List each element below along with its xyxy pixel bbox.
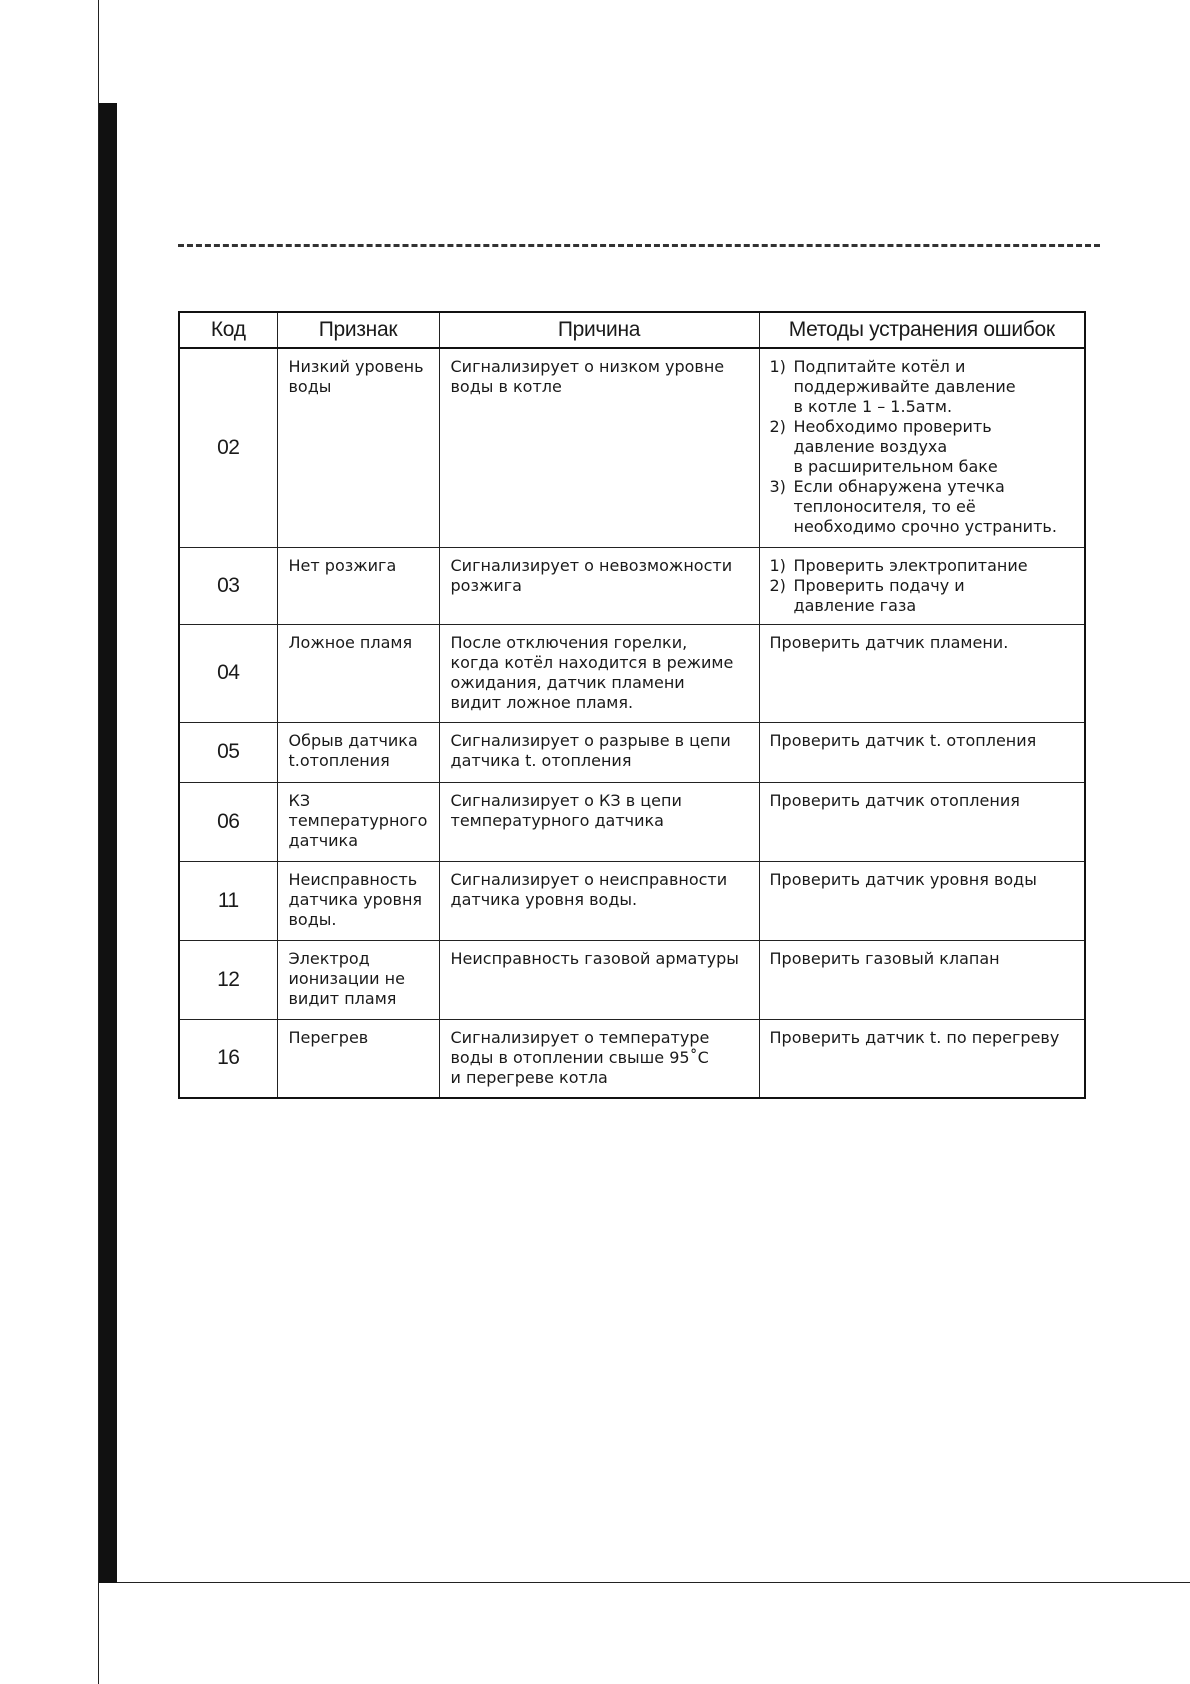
fix-cell [759, 861, 1085, 940]
fix-step-number: 3) [769, 477, 786, 496]
cause-text-line: температурного датчика [450, 810, 664, 830]
fix-step-number: 1) [769, 357, 786, 376]
fix-step-number: 2) [769, 417, 786, 436]
symptom-text-line: t.отопления [288, 750, 390, 770]
symptom-cell [277, 1019, 439, 1098]
fix-text-line: необходимо срочно устранить. [793, 517, 1057, 536]
cause-text-line: ожидания, датчик пламени [450, 672, 685, 692]
symptom-text-line: Обрыв датчика [288, 730, 418, 750]
fix-step-line [770, 417, 1079, 437]
cause-text-line: и перегреве котла [450, 1067, 608, 1087]
fix-step-line [770, 477, 1079, 497]
cause-text-line: розжига [450, 575, 522, 595]
symptom-text-line: датчика уровня [288, 889, 423, 909]
fix-step-number: 2) [769, 575, 786, 595]
cause-text-line: датчика уровня воды. [450, 889, 638, 909]
error-code: 16 [179, 1019, 277, 1098]
fix-text-line: Проверить датчик отопления [769, 790, 1020, 810]
cause-text-line: датчика t. отопления [450, 750, 632, 770]
table-row [179, 1019, 1085, 1098]
error-code: 12 [179, 940, 277, 1019]
fix-text-line: давление воздуха [793, 437, 948, 456]
cause-cell [439, 861, 759, 940]
cause-text-line: Сигнализирует о неисправности [450, 869, 728, 889]
fix-step-line [770, 576, 1079, 596]
cause-text-line: видит ложное пламя. [450, 692, 634, 712]
fix-cell [759, 940, 1085, 1019]
cause-text-line: Сигнализирует о температуре [450, 1027, 710, 1047]
table-row [179, 722, 1085, 782]
symptom-text-line: температурного [288, 810, 428, 830]
fix-step-text: Подпитайте котёл и [793, 357, 966, 376]
error-codes-table [178, 311, 1086, 1099]
symptom-text-line: воды [288, 377, 332, 396]
fix-step-text: Проверить подачу и [793, 575, 965, 595]
fix-cell [759, 782, 1085, 861]
symptom-text-line: датчика [288, 830, 359, 850]
table-row [179, 348, 1085, 547]
cause-text-line: Сигнализирует о КЗ в цепи [450, 790, 682, 810]
cause-cell [439, 547, 759, 624]
symptom-cell [277, 940, 439, 1019]
cause-cell [439, 1019, 759, 1098]
error-code: 06 [179, 782, 277, 861]
cause-cell [439, 940, 759, 1019]
fix-text-line: давление газа [793, 595, 917, 615]
header-fix: Методы устранения ошибок [759, 312, 1085, 348]
symptom-cell [277, 861, 439, 940]
symptom-text-line: Ложное пламя [288, 632, 413, 652]
fix-text-line: Проверить газовый клапан [769, 948, 1000, 968]
error-codes-table-container [178, 311, 1084, 1099]
cause-text-line: воды в отоплении свыше 95˚С [450, 1047, 709, 1067]
error-code: 02 [179, 348, 277, 547]
cause-cell [439, 782, 759, 861]
bottom-rule [117, 1582, 1190, 1583]
symptom-text-line: Электрод [288, 948, 370, 968]
table-row [179, 624, 1085, 722]
fix-text-line: поддерживайте давление [793, 377, 1016, 396]
fix-step-number: 1) [769, 555, 786, 575]
dashed-separator [178, 244, 1100, 247]
fix-step-text: Необходимо проверить [793, 417, 992, 436]
fix-text-line: Проверить датчик t. по перегреву [769, 1027, 1060, 1047]
symptom-text-line: Неисправность [288, 869, 418, 889]
table-header-row [179, 312, 1085, 348]
fix-text-line: в расширительном баке [793, 457, 998, 476]
cause-text-line: воды в котле [450, 377, 562, 396]
symptom-cell [277, 624, 439, 722]
error-code: 04 [179, 624, 277, 722]
fix-cell [759, 624, 1085, 722]
cause-text-line: Сигнализирует о низком уровне [450, 357, 725, 376]
symptom-cell [277, 722, 439, 782]
symptom-cell [277, 547, 439, 624]
cause-cell [439, 624, 759, 722]
error-code: 03 [179, 547, 277, 624]
fix-cell [759, 547, 1085, 624]
cause-cell [439, 348, 759, 547]
cause-text-line: Неисправность газовой арматуры [450, 948, 739, 968]
symptom-text-line: видит пламя [288, 988, 397, 1008]
symptom-text-line: Низкий уровень [288, 357, 424, 376]
table-row [179, 547, 1085, 624]
fix-step-text: Проверить электропитание [793, 555, 1028, 575]
cause-text-line: Сигнализирует о невозможности [450, 555, 733, 575]
table-row [179, 782, 1085, 861]
cause-text-line: когда котёл находится в режиме [450, 652, 734, 672]
fix-step-line [770, 357, 1079, 377]
table-row [179, 940, 1085, 1019]
symptom-text-line: воды. [288, 909, 337, 929]
symptom-text-line: КЗ [288, 790, 311, 810]
fix-cell [759, 722, 1085, 782]
header-code: Код [179, 312, 277, 348]
table-row [179, 861, 1085, 940]
left-binding-bar [99, 103, 117, 1583]
table-body [179, 348, 1085, 1098]
fix-step-line [770, 556, 1079, 576]
fix-step-text: Если обнаружена утечка [793, 477, 1005, 496]
error-code: 11 [179, 861, 277, 940]
symptom-text-line: Перегрев [288, 1027, 369, 1047]
fix-text-line: Проверить датчик пламени. [769, 632, 1009, 652]
cause-text-line: Сигнализирует о разрыве в цепи [450, 730, 731, 750]
fix-text-line: теплоносителя, то её [793, 497, 976, 516]
symptom-text-line: Нет розжига [288, 555, 397, 575]
fix-text-line: Проверить датчик t. отопления [769, 730, 1037, 750]
cause-text-line: После отключения горелки, [450, 632, 688, 652]
fix-cell [759, 1019, 1085, 1098]
symptom-cell [277, 348, 439, 547]
header-symptom: Признак [277, 312, 439, 348]
fix-text-line: Проверить датчик уровня воды [769, 869, 1037, 889]
error-code: 05 [179, 722, 277, 782]
header-cause: Причина [439, 312, 759, 348]
fix-text-line: в котле 1 – 1.5атм. [793, 397, 953, 416]
fix-cell [759, 348, 1085, 547]
cause-cell [439, 722, 759, 782]
symptom-text-line: ионизации не [288, 968, 405, 988]
symptom-cell [277, 782, 439, 861]
